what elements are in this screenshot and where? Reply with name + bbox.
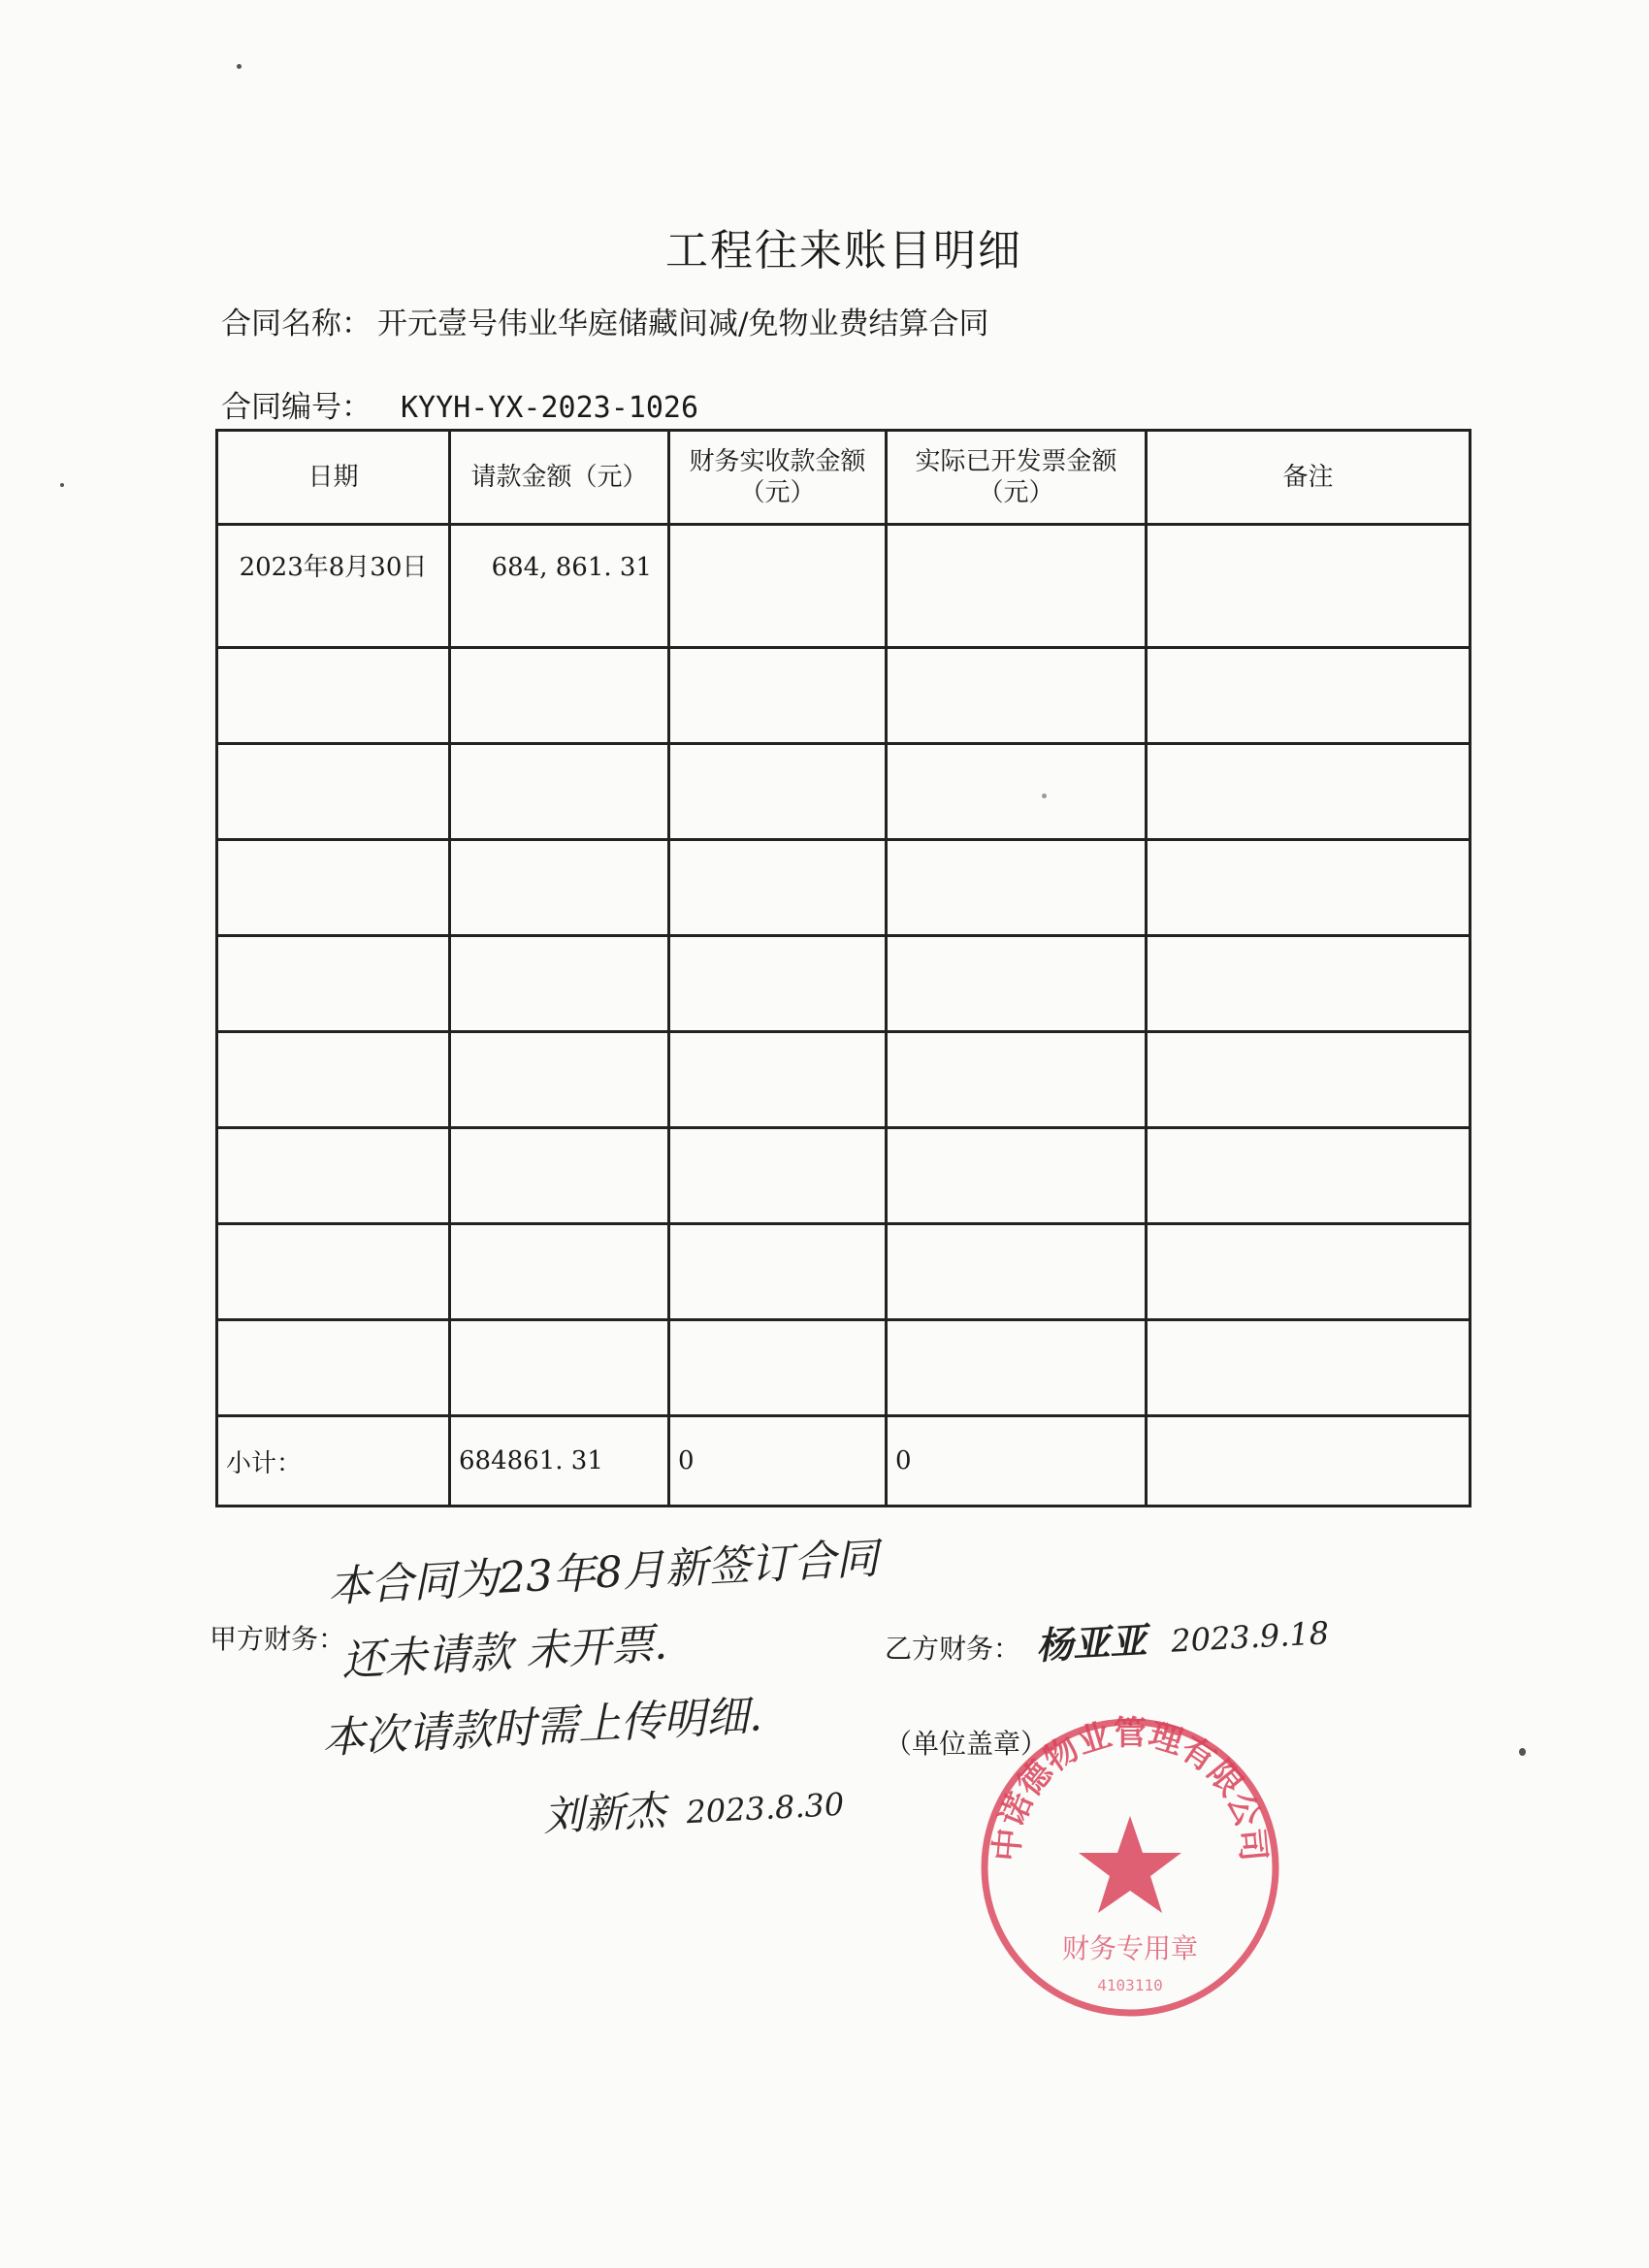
subtotal-label: 小计： xyxy=(217,1416,450,1507)
table-row-empty xyxy=(217,936,1471,1032)
subtotal-request-amount: 684861. 31 xyxy=(450,1416,669,1507)
empty-cell xyxy=(217,648,450,744)
empty-cell xyxy=(669,840,887,936)
scan-speck xyxy=(60,483,64,487)
empty-cell xyxy=(450,744,669,840)
header-invoiced-amount-line2: （元） xyxy=(978,478,1054,507)
contract-no-line xyxy=(221,382,698,426)
empty-cell xyxy=(217,936,450,1032)
contract-no-value: KYYH-YX-2023-1026 xyxy=(401,391,699,425)
empty-cell xyxy=(217,1320,450,1416)
empty-cell xyxy=(887,744,1147,840)
table-row-empty xyxy=(217,1128,1471,1224)
table-row-empty xyxy=(217,1032,1471,1128)
empty-cell xyxy=(1147,1320,1471,1416)
party-a-label: 甲方财务： xyxy=(210,1623,346,1655)
empty-cell xyxy=(1147,1032,1471,1128)
empty-cell xyxy=(217,1224,450,1320)
seal-star-icon xyxy=(1079,1816,1181,1913)
subtotal-invoiced-amount: 0 xyxy=(887,1416,1147,1507)
empty-cell xyxy=(450,1320,669,1416)
seal-company-text: 中诺德物业管理有限公司 xyxy=(987,1714,1273,1863)
seal-label: （单位盖章） xyxy=(885,1728,1049,1760)
table-row-empty xyxy=(217,648,1471,744)
header-received-amount xyxy=(669,431,887,525)
cell-remarks xyxy=(1147,525,1471,648)
empty-cell xyxy=(887,1320,1147,1416)
party-b-signer: 杨亚亚 xyxy=(1034,1618,1148,1668)
empty-cell xyxy=(450,1224,669,1320)
table-row-empty xyxy=(217,1320,1471,1416)
subtotal-row xyxy=(217,1416,1471,1507)
empty-cell xyxy=(217,840,450,936)
contract-name-line xyxy=(221,299,988,342)
empty-cell xyxy=(669,1032,887,1128)
party-b-signature xyxy=(1035,1601,1331,1669)
seal-code-text: 4103110 xyxy=(1097,1976,1163,1994)
empty-cell xyxy=(217,1032,450,1128)
empty-cell xyxy=(669,648,887,744)
empty-cell xyxy=(887,1128,1147,1224)
header-invoiced-amount-line1: 实际已开发票金额 xyxy=(915,447,1117,476)
ledger-table xyxy=(215,429,1471,1507)
empty-cell xyxy=(450,1032,669,1128)
table-header-row xyxy=(217,431,1471,525)
empty-cell xyxy=(669,744,887,840)
empty-cell xyxy=(1147,648,1471,744)
subtotal-remarks xyxy=(1147,1416,1471,1507)
empty-cell xyxy=(887,1032,1147,1128)
party-a-handwritten-note-3: 本次请款时需上传明细. xyxy=(320,1691,763,1764)
cell-received-amount xyxy=(669,525,887,648)
empty-cell xyxy=(669,936,887,1032)
empty-cell xyxy=(887,936,1147,1032)
empty-cell xyxy=(217,1128,450,1224)
party-a-handwritten-note-2: 还未请款 未开票. xyxy=(340,1619,669,1686)
header-invoiced-amount xyxy=(887,431,1147,525)
empty-cell xyxy=(450,936,669,1032)
seal-purpose-text: 财务专用章 xyxy=(1061,1932,1199,1964)
party-a-handwritten-note-1: 本合同为23年8月新签订合同 xyxy=(326,1534,880,1612)
empty-cell xyxy=(450,648,669,744)
cell-date: 2023年8月30日 xyxy=(217,525,450,648)
document-title: 工程往来账目明细 xyxy=(665,226,1022,275)
empty-cell xyxy=(450,840,669,936)
party-a-date: 2023.8.30 xyxy=(685,1785,846,1831)
scan-speck xyxy=(237,64,242,69)
header-date: 日期 xyxy=(217,431,450,525)
table-row-empty xyxy=(217,840,1471,936)
table-row-empty xyxy=(217,1224,1471,1320)
empty-cell xyxy=(450,1128,669,1224)
party-b-date: 2023.9.18 xyxy=(1170,1614,1330,1660)
empty-cell xyxy=(669,1320,887,1416)
empty-cell xyxy=(887,648,1147,744)
table-row-empty xyxy=(217,744,1471,840)
party-b-label: 乙方财务： xyxy=(885,1633,1021,1665)
empty-cell xyxy=(887,1224,1147,1320)
company-seal-stamp xyxy=(970,1707,1290,2027)
empty-cell xyxy=(669,1224,887,1320)
contract-name-label: 合同名称： xyxy=(221,307,372,341)
scan-speck xyxy=(1519,1748,1526,1756)
empty-cell xyxy=(1147,840,1471,936)
party-a-signature xyxy=(541,1769,845,1843)
empty-cell xyxy=(1147,744,1471,840)
header-received-amount-line1: 财务实收款金额 xyxy=(689,447,866,476)
empty-cell xyxy=(669,1128,887,1224)
header-received-amount-line2: （元） xyxy=(739,478,816,507)
header-request-amount: 请款金额（元） xyxy=(450,431,669,525)
header-remarks: 备注 xyxy=(1147,431,1471,525)
empty-cell xyxy=(217,744,450,840)
table-row xyxy=(217,525,1471,648)
cell-request-amount: 684, 861. 31 xyxy=(450,525,669,648)
cell-invoiced-amount xyxy=(887,525,1147,648)
empty-cell xyxy=(1147,936,1471,1032)
empty-cell xyxy=(1147,1128,1471,1224)
party-a-signer: 刘新杰 xyxy=(541,1786,667,1840)
contract-name-value: 开元壹号伟业华庭储藏间减/免物业费结算合同 xyxy=(377,307,989,341)
contract-no-label: 合同编号： xyxy=(221,390,372,425)
subtotal-received-amount: 0 xyxy=(669,1416,887,1507)
empty-cell xyxy=(1147,1224,1471,1320)
empty-cell xyxy=(887,840,1147,936)
scan-speck xyxy=(1042,794,1047,798)
